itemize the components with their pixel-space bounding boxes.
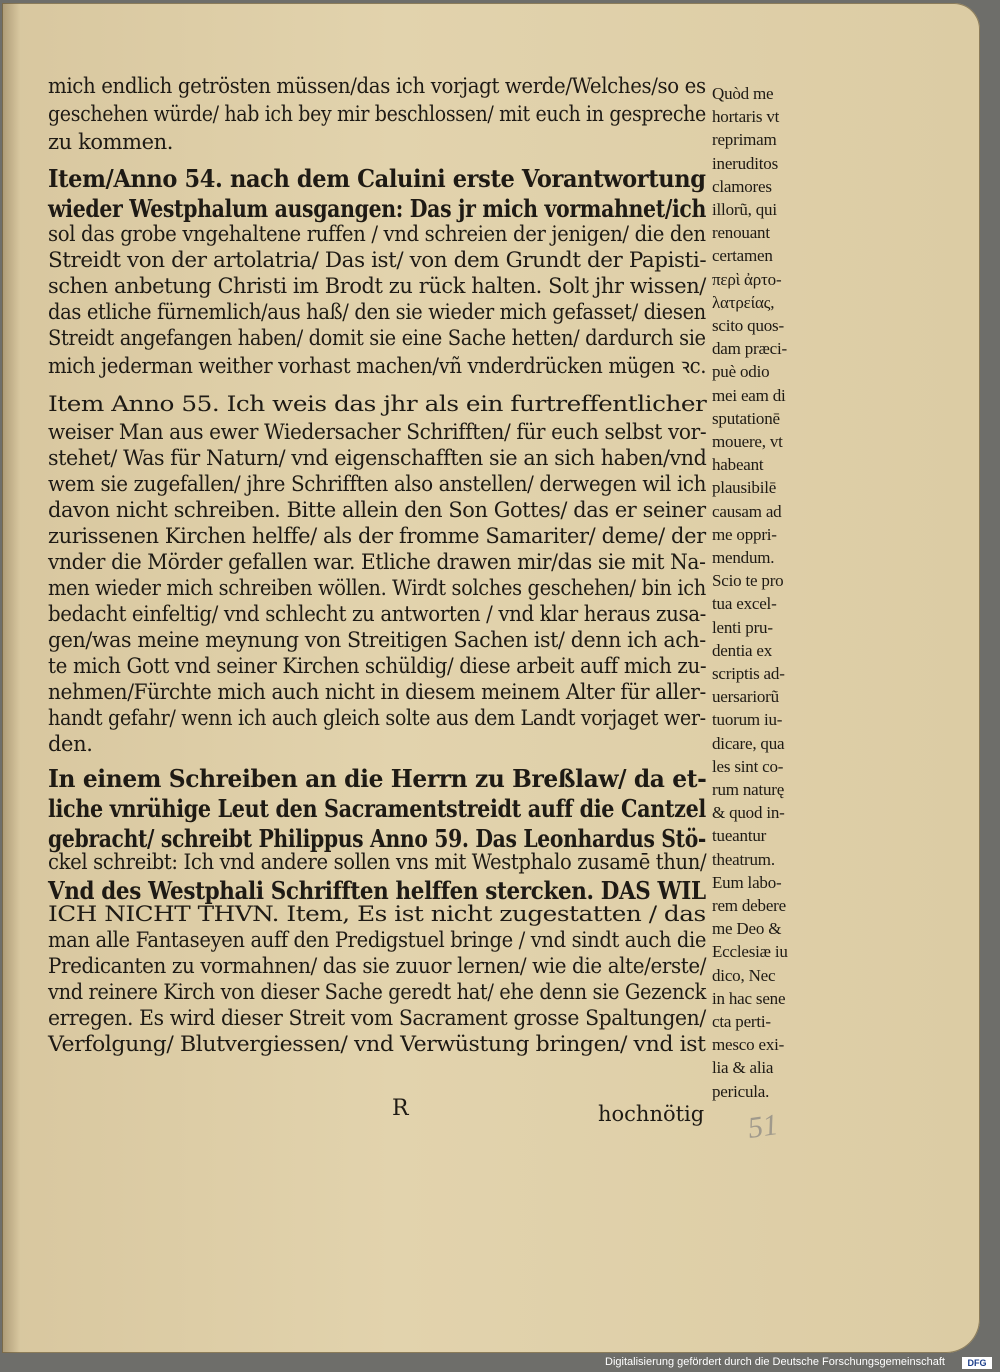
margin-note-line: Quòd me — [712, 84, 774, 103]
page-edge-shadow — [2, 3, 20, 1353]
margin-note-line: hortaris vt — [712, 107, 780, 127]
margin-note-line: habeant — [712, 455, 764, 475]
text-line: das etliche fürnemlich/aus haß/ den sie wieder mich gefasset/ diesen — [48, 300, 706, 324]
margin-note-line: scito quos- — [712, 316, 784, 335]
margin-note-line: causam ad — [712, 501, 782, 521]
margin-note-line: puè odio — [712, 362, 770, 382]
text-line: In einem Schreiben an die Herrn zu Breßlaw/ da et- — [48, 764, 707, 793]
text-line: davon nicht schreiben. Bitte allein den Son Gottes/ das er seiner — [48, 498, 706, 522]
text-line: wem sie zugefallen/ jhre Schrifften also anstellen/ derwegen wil ich — [48, 472, 707, 496]
margin-note-line: dam præci- — [712, 339, 787, 359]
margin-note-line: λατρείας, — [712, 292, 775, 312]
margin-note-line: dentia ex — [712, 640, 773, 660]
text-line: men wieder mich schreiben wöllen. Wirdt solches geschehen/ bin ich — [48, 576, 706, 600]
text-line: nehmen/Fürchte mich auch nicht in diesem meinem Alter für aller- — [48, 680, 706, 704]
margin-note-line: dicare, qua — [712, 733, 785, 753]
margin-note-line: les sint co- — [712, 756, 784, 776]
text-line: Predicanten zu vormahnen/ das sie zuuor lernen/ wie die alte/erste/ — [48, 954, 707, 978]
text-line: bedacht einfeltig/ vnd schlecht zu antworten / vnd klar heraus zusa- — [48, 602, 706, 626]
text-line: zurissenen Kirchen helffe/ als der fromme Samariter/ deme/ der — [48, 524, 706, 548]
margin-note-line: tueantur — [712, 826, 767, 846]
margin-note-line: περὶ ἀρτο- — [712, 269, 782, 289]
margin-note-line: plausibilē — [712, 478, 777, 498]
margin-note-line: & quod in- — [712, 803, 785, 823]
margin-note-line: reprimam — [712, 130, 777, 150]
margin-note-line: scriptis ad- — [712, 664, 785, 683]
text-line: Item Anno 55. Ich weis das jhr als ein furtreffentlicher — [48, 392, 707, 416]
margin-note-line: sputationē — [712, 408, 780, 428]
margin-note-line: ineruditos — [712, 153, 778, 173]
text-line: Item/Anno 54. nach dem Caluini erste Vorantwortung — [48, 164, 706, 193]
margin-note-line: mesco exi- — [712, 1035, 785, 1055]
margin-note-line: Ecclesiæ iu — [712, 942, 788, 962]
footer-credit: Digitalisierung gefördert durch die Deutsche Forschungsgemeinschaft — [605, 1356, 945, 1368]
margin-note-line: pericula. — [712, 1081, 770, 1101]
pencil-annotation: 51 — [745, 1108, 781, 1145]
margin-note-line: lenti pru- — [712, 617, 773, 637]
text-line: erregen. Es wird dieser Streit vom Sacrament grosse Spaltungen/ — [48, 1006, 706, 1030]
text-line: schen anbetung Christi im Brodt zu rück halten. Solt jhr wissen/ — [48, 274, 706, 298]
margin-note-line: mouere, vt — [712, 432, 783, 451]
text-line: stehet/ Was für Naturn/ vnd eigenschafften sie an sich haben/vnd — [48, 446, 707, 470]
catchword: hochnötig — [598, 1102, 705, 1126]
margin-note-line: dico, Nec — [712, 965, 776, 985]
text-line: gebracht/ schreibt Philippus Anno 59. Das Leonhardus Stö- — [48, 824, 707, 853]
text-line: liche vnrühige Leut den Sacramentstreidt auff die Cantzel — [48, 794, 706, 823]
text-line: wieder Westphalum ausgangen: Das jr mich vormahnet/ich — [48, 194, 707, 223]
text-line: sol das grobe vngehaltene ruffen / vnd schreien der jenigen/ die den — [48, 222, 706, 246]
margin-note-line: in hac sene — [712, 988, 786, 1008]
text-line: te mich Gott vnd seiner Kirchen schüldig/ diese arbeit auff mich zu- — [48, 654, 707, 678]
signature-mark: R — [392, 1096, 409, 1121]
margin-note-line: Eum labo- — [712, 872, 782, 892]
text-line: Streidt von der artolatria/ Das ist/ von dem Grundt der Papisti- — [48, 248, 707, 272]
margin-note-line: clamores — [712, 176, 772, 196]
text-line: gen/was meine meynung von Streitigen Sachen ist/ denn ich ach- — [48, 628, 706, 652]
text-line: handt gefahr/ wenn ich auch gleich solte aus dem Landt vorjaget wer- — [48, 706, 706, 730]
text-line: ICH NICHT THVN. Item, Es ist nicht zugestatten / das — [48, 902, 706, 926]
margin-note-line: renouant — [712, 223, 770, 243]
margin-note-line: tuorum iu- — [712, 710, 783, 730]
text-line: Verfolgung/ Blutvergiessen/ vnd Verwüstung bringen/ vnd ist — [48, 1032, 706, 1056]
text-line: vnd reinere Kirch von dieser Sache geredt hat/ ehe denn sie Gezenck — [48, 980, 706, 1004]
dfg-logo: DFG — [962, 1357, 992, 1369]
margin-note-line: me Deo & — [712, 919, 782, 939]
margin-note-line: mei eam di — [712, 385, 786, 405]
margin-note-line: tua excel- — [712, 594, 777, 614]
margin-note-line: lia & alia — [712, 1058, 774, 1078]
margin-note-line: rem debere — [712, 896, 786, 915]
margin-note-line: certamen — [712, 246, 773, 266]
margin-note-line: theatrum. — [712, 849, 775, 869]
text-line: zu kommen. — [48, 130, 174, 154]
margin-note-line: mendum. — [712, 548, 775, 567]
text-line: mich jederman weither vorhast machen/vñ vnderdrücken mügen ꝛc. — [48, 354, 707, 378]
margin-note-line: uersariorũ — [712, 687, 779, 707]
text-line: geschehen würde/ hab ich bey mir beschlossen/ mit euch in gespreche — [48, 102, 706, 126]
text-line: den. — [48, 732, 93, 756]
text-line: weiser Man aus ewer Wiedersacher Schrifften/ für euch selbst vor- — [48, 420, 707, 444]
text-line: mich endlich getrösten müssen/das ich vorjagt werde/Welches/so es — [48, 74, 706, 98]
text-line: man alle Fantaseyen auff den Predigstuel bringe / vnd sindt auch die — [48, 928, 707, 952]
margin-note-line: me oppri- — [712, 524, 777, 544]
text-line: Streidt angefangen haben/ domit sie eine Sache hetten/ dardurch sie — [48, 326, 706, 350]
margin-note-line: rum naturę — [712, 780, 785, 799]
margin-note-line: Scio te pro — [712, 571, 784, 591]
margin-note-line: illorũ, qui — [712, 200, 777, 219]
text-line: vnder die Mörder gefallen war. Etliche drawen mir/das sie mit Na- — [48, 550, 706, 574]
text-line: Vnd des Westphali Schrifften helffen stercken. DAS WIL — [48, 876, 706, 905]
text-line: ckel schreibt: Ich vnd andere sollen vns mit Westphalo zusamē thun/ — [48, 850, 707, 874]
margin-note-line: cta perti- — [712, 1012, 771, 1031]
